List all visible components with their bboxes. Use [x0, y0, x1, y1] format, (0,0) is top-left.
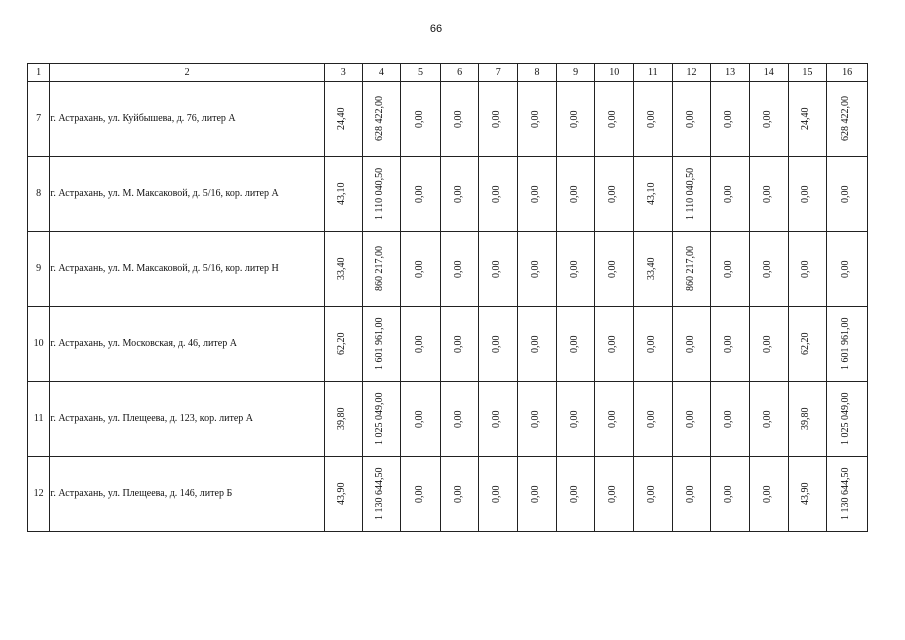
value-text: 0,00: [529, 185, 541, 203]
column-header: 11: [634, 64, 673, 82]
value-text: 0,00: [800, 260, 812, 278]
value-text: 628 422,00: [840, 96, 852, 142]
table-row: [28, 457, 868, 532]
value-cell: [672, 157, 711, 232]
value-text: 0,00: [413, 410, 425, 428]
value-cell: [634, 457, 673, 532]
value-text: 0,00: [452, 260, 464, 278]
value-text: 43,90: [800, 482, 812, 506]
value-cell: [634, 157, 673, 232]
value-cell: [711, 82, 750, 157]
value-text: 0,00: [568, 335, 580, 353]
value-cell: [788, 82, 827, 157]
row-number: 10: [28, 307, 50, 382]
value-cell: [401, 82, 441, 157]
value-text: 860 217,00: [684, 246, 696, 292]
value-cell: [362, 457, 401, 532]
value-text: 0,00: [761, 110, 773, 128]
value-text: 43,90: [336, 482, 348, 506]
value-cell: [827, 82, 868, 157]
value-text: 39,80: [336, 407, 348, 431]
column-header: 15: [788, 64, 827, 82]
value-cell: [401, 457, 441, 532]
value-text: 43,10: [336, 182, 348, 206]
data-table: [27, 63, 868, 532]
value-text: 0,00: [761, 260, 773, 278]
value-text: 24,40: [336, 107, 348, 131]
value-text: 0,00: [491, 185, 503, 203]
value-cell: [479, 232, 518, 307]
value-text: 0,00: [723, 185, 735, 203]
value-text: 0,00: [568, 410, 580, 428]
value-cell: [362, 157, 401, 232]
value-text: 0,00: [413, 185, 425, 203]
column-header: 2: [50, 64, 325, 82]
value-cell: [711, 307, 750, 382]
value-text: 0,00: [413, 110, 425, 128]
value-text: 0,00: [413, 335, 425, 353]
value-text: 1 601 961,00: [374, 317, 386, 371]
value-cell: [479, 82, 518, 157]
value-cell: [827, 157, 868, 232]
value-text: 0,00: [607, 485, 619, 503]
column-header: 14: [749, 64, 788, 82]
value-cell: [595, 307, 634, 382]
value-text: 1 130 644,50: [374, 467, 386, 521]
value-cell: [788, 157, 827, 232]
value-cell: [634, 307, 673, 382]
column-header: 1: [28, 64, 50, 82]
value-text: 0,00: [491, 110, 503, 128]
column-header: 9: [556, 64, 595, 82]
value-cell: [749, 82, 788, 157]
value-text: 0,00: [645, 110, 657, 128]
value-text: 0,00: [568, 485, 580, 503]
value-cell: [711, 382, 750, 457]
value-cell: [672, 232, 711, 307]
value-text: 0,00: [607, 110, 619, 128]
value-cell: [827, 307, 868, 382]
value-cell: [634, 232, 673, 307]
value-text: 0,00: [645, 410, 657, 428]
value-text: 0,00: [491, 335, 503, 353]
value-cell: [711, 457, 750, 532]
value-cell: [749, 157, 788, 232]
value-cell: [595, 157, 634, 232]
value-cell: [672, 382, 711, 457]
value-text: 0,00: [491, 260, 503, 278]
value-text: 0,00: [452, 335, 464, 353]
value-cell: [556, 457, 595, 532]
value-text: 0,00: [452, 410, 464, 428]
value-cell: [479, 307, 518, 382]
value-cell: [827, 232, 868, 307]
value-cell: [324, 307, 362, 382]
value-text: 0,00: [529, 485, 541, 503]
value-cell: [479, 157, 518, 232]
value-text: 33,40: [645, 257, 657, 281]
value-cell: [595, 457, 634, 532]
value-text: 0,00: [413, 485, 425, 503]
column-header: 8: [518, 64, 557, 82]
value-text: 0,00: [452, 485, 464, 503]
value-cell: [324, 82, 362, 157]
value-text: 0,00: [529, 260, 541, 278]
address-cell: г. Астрахань, ул. Куйбышева, д. 76, литер А: [50, 82, 325, 157]
value-text: 628 422,00: [374, 96, 386, 142]
value-text: 43,10: [645, 182, 657, 206]
value-cell: [595, 382, 634, 457]
value-text: 0,00: [840, 260, 852, 278]
value-text: 0,00: [684, 335, 696, 353]
value-text: 0,00: [645, 485, 657, 503]
value-cell: [362, 382, 401, 457]
value-text: 0,00: [413, 260, 425, 278]
value-cell: [788, 382, 827, 457]
value-cell: [518, 382, 557, 457]
value-text: 0,00: [684, 485, 696, 503]
value-text: 0,00: [529, 110, 541, 128]
table-row: [28, 82, 868, 157]
row-number: 8: [28, 157, 50, 232]
value-text: 0,00: [568, 185, 580, 203]
value-text: 0,00: [452, 110, 464, 128]
value-text: 1 110 040,50: [374, 167, 386, 221]
value-cell: [749, 457, 788, 532]
value-cell: [634, 382, 673, 457]
value-cell: [827, 382, 868, 457]
table-row: [28, 157, 868, 232]
value-cell: [518, 157, 557, 232]
value-cell: [324, 382, 362, 457]
row-number: 7: [28, 82, 50, 157]
value-cell: [401, 157, 441, 232]
value-text: 0,00: [529, 335, 541, 353]
value-cell: [749, 307, 788, 382]
value-cell: [518, 307, 557, 382]
value-cell: [324, 157, 362, 232]
value-cell: [788, 307, 827, 382]
value-text: 33,40: [336, 257, 348, 281]
value-text: 0,00: [452, 185, 464, 203]
value-cell: [479, 457, 518, 532]
value-cell: [556, 382, 595, 457]
value-cell: [711, 157, 750, 232]
value-cell: [556, 232, 595, 307]
value-text: 62,20: [336, 332, 348, 356]
value-cell: [440, 457, 479, 532]
value-text: 0,00: [723, 485, 735, 503]
value-cell: [440, 307, 479, 382]
table-row: [28, 232, 868, 307]
value-cell: [401, 307, 441, 382]
value-cell: [362, 307, 401, 382]
value-text: 0,00: [491, 485, 503, 503]
value-cell: [324, 232, 362, 307]
value-text: 0,00: [800, 185, 812, 203]
value-cell: [401, 382, 441, 457]
value-cell: [362, 232, 401, 307]
value-text: 1 025 049,00: [374, 392, 386, 446]
value-cell: [401, 232, 441, 307]
column-header: 4: [362, 64, 401, 82]
column-header: 6: [440, 64, 479, 82]
header-row: [28, 64, 868, 82]
value-text: 62,20: [800, 332, 812, 356]
value-text: 0,00: [607, 335, 619, 353]
value-cell: [749, 382, 788, 457]
value-cell: [518, 82, 557, 157]
value-text: 1 025 049,00: [840, 392, 852, 446]
address-cell: г. Астрахань, ул. Плещеева, д. 123, кор. литер А: [50, 382, 325, 457]
column-header: 12: [672, 64, 711, 82]
column-header: 7: [479, 64, 518, 82]
column-header: 5: [401, 64, 441, 82]
table-row: [28, 307, 868, 382]
value-cell: [324, 457, 362, 532]
address-cell: г. Астрахань, ул. М. Максаковой, д. 5/16, кор. литер Н: [50, 232, 325, 307]
value-text: 0,00: [840, 185, 852, 203]
value-text: 0,00: [645, 335, 657, 353]
value-text: 0,00: [491, 410, 503, 428]
column-header: 16: [827, 64, 868, 82]
address-cell: г. Астрахань, ул. М. Максаковой, д. 5/16, кор. литер А: [50, 157, 325, 232]
page-number: 66: [429, 23, 443, 35]
value-cell: [440, 82, 479, 157]
value-cell: [788, 232, 827, 307]
value-cell: [440, 232, 479, 307]
value-text: 0,00: [761, 485, 773, 503]
value-cell: [827, 457, 868, 532]
value-text: 39,80: [800, 407, 812, 431]
row-number: 11: [28, 382, 50, 457]
column-header: 13: [711, 64, 750, 82]
value-text: 0,00: [529, 410, 541, 428]
value-cell: [672, 457, 711, 532]
value-cell: [711, 232, 750, 307]
address-cell: г. Астрахань, ул. Плещеева, д. 146, литер Б: [50, 457, 325, 532]
value-cell: [749, 232, 788, 307]
value-cell: [672, 307, 711, 382]
value-cell: [440, 157, 479, 232]
value-cell: [518, 457, 557, 532]
row-number: 12: [28, 457, 50, 532]
value-text: 0,00: [568, 110, 580, 128]
value-cell: [595, 82, 634, 157]
value-text: 0,00: [723, 260, 735, 278]
value-text: 0,00: [684, 410, 696, 428]
value-text: 0,00: [723, 110, 735, 128]
value-cell: [556, 307, 595, 382]
value-text: 0,00: [684, 110, 696, 128]
value-cell: [479, 382, 518, 457]
value-text: 1 110 040,50: [684, 167, 696, 221]
value-text: 0,00: [761, 410, 773, 428]
table-row: [28, 382, 868, 457]
value-cell: [672, 82, 711, 157]
value-cell: [440, 382, 479, 457]
value-cell: [556, 82, 595, 157]
value-text: 0,00: [607, 410, 619, 428]
value-text: 0,00: [761, 185, 773, 203]
value-text: 0,00: [723, 335, 735, 353]
value-cell: [634, 82, 673, 157]
value-text: 24,40: [800, 107, 812, 131]
row-number: 9: [28, 232, 50, 307]
column-header: 3: [324, 64, 362, 82]
value-text: 0,00: [723, 410, 735, 428]
value-text: 0,00: [568, 260, 580, 278]
value-text: 0,00: [607, 260, 619, 278]
value-text: 0,00: [761, 335, 773, 353]
value-text: 860 217,00: [374, 246, 386, 292]
address-cell: г. Астрахань, ул. Московская, д. 46, литер А: [50, 307, 325, 382]
value-text: 1 130 644,50: [840, 467, 852, 521]
value-cell: [788, 457, 827, 532]
value-cell: [556, 157, 595, 232]
value-cell: [518, 232, 557, 307]
value-text: 0,00: [607, 185, 619, 203]
value-cell: [362, 82, 401, 157]
value-text: 1 601 961,00: [840, 317, 852, 371]
column-header: 10: [595, 64, 634, 82]
value-cell: [595, 232, 634, 307]
